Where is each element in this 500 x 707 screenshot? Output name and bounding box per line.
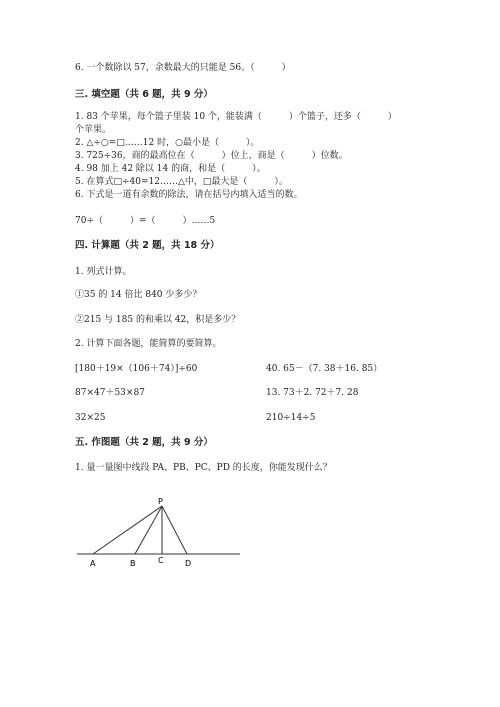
geometry-figure	[70, 495, 250, 575]
fill-equation: 70÷（ ）=（ ）……5	[75, 216, 216, 226]
fill-question-5: 5. 在算式□÷40=12……△中，□最大是（ ）。	[75, 177, 288, 187]
section-5-title: 五. 作图题（共 2 题，共 9 分）	[75, 437, 213, 448]
calc-1-title: 1. 列式计算。	[75, 267, 132, 277]
fill-question-6: 6. 下式是一道有余数的除法，请在括号内填入适当的数。	[75, 190, 303, 200]
calc-2-item-5: 32×25	[75, 413, 106, 423]
section-3-title: 三. 填空题（共 6 题，共 9 分）	[75, 89, 213, 100]
segment-pb	[135, 506, 162, 554]
segment-pd	[162, 506, 187, 554]
calc-2-item-6: 210÷14÷5	[266, 413, 316, 423]
calc-1-a: ①35 的 14 倍比 840 少多少？	[75, 290, 202, 300]
judge-question-6: 6. 一个数除以 57，余数最大的只能是 56。（ ）	[75, 63, 291, 73]
draw-1-title: 1. 量一量图中线段 PA、PB、PC、PD 的长度，你能发现什么？	[75, 463, 332, 473]
calc-2-item-3: 87×47＋53×87	[75, 388, 145, 398]
calc-2-title: 2. 计算下面各题，能简算的要简算。	[75, 339, 222, 349]
segment-pa	[93, 506, 162, 554]
calc-2-item-1: [180＋19×（106＋74）]÷60	[75, 364, 198, 374]
label-d: D	[185, 559, 192, 568]
calc-2-item-2: 40. 65－（7. 38＋16. 85）	[266, 364, 383, 374]
fill-question-2: 2. △÷○=□……12 时，○最小是（ ）。	[75, 138, 260, 148]
fill-question-4: 4. 98 加上 42 除以 14 的商，和是（ ）。	[75, 164, 266, 174]
label-p: P	[158, 497, 163, 506]
fill-question-1-line1: 1. 83 个苹果，每个篮子里装 10 个，能装满（ ）个篮子，还多（ ）	[75, 112, 397, 122]
fill-question-1-line2: 个苹果。	[75, 125, 112, 135]
calc-2-item-4: 13. 73＋2. 72＋7. 28	[266, 388, 359, 398]
fill-question-3: 3. 725÷36，商的最高位在（ ）位上，商是（ ）位数。	[75, 151, 348, 161]
label-b: B	[130, 559, 136, 568]
section-4-title: 四. 计算题（共 2 题，共 18 分）	[75, 240, 220, 251]
calc-1-b: ②215 与 185 的和乘以 42，积是多少？	[75, 315, 241, 325]
label-a: A	[90, 559, 96, 568]
label-c: C	[158, 556, 164, 565]
